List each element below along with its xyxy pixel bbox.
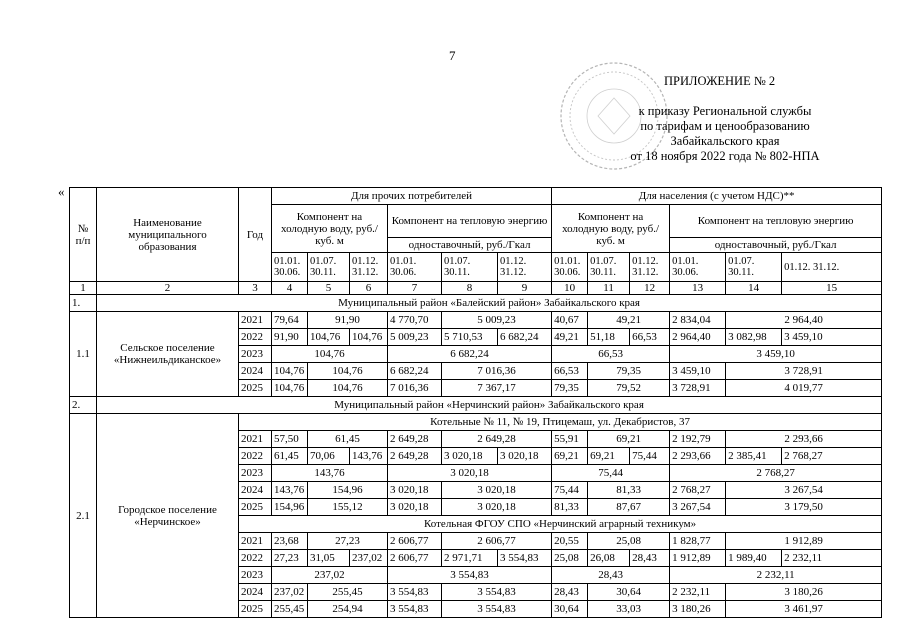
value-cell: 3 459,10 bbox=[670, 363, 726, 380]
value-cell: 155,12 bbox=[308, 499, 388, 516]
value-cell: 69,21 bbox=[588, 448, 630, 465]
section-row bbox=[70, 295, 882, 312]
value-cell: 2 971,71 bbox=[442, 550, 498, 567]
col-number: 9 bbox=[498, 282, 552, 295]
header-heat-unit-other: одноставочный, руб./Гкал bbox=[388, 238, 552, 253]
value-cell: 143,76 bbox=[350, 448, 388, 465]
value-cell: 26,08 bbox=[588, 550, 630, 567]
col-number: 15 bbox=[782, 282, 882, 295]
header-period: 01.07. 30.11. bbox=[442, 253, 498, 282]
value-cell: 2 232,11 bbox=[782, 550, 882, 567]
value-cell: 91,90 bbox=[308, 312, 388, 329]
value-cell: 66,53 bbox=[552, 363, 588, 380]
value-cell: 237,02 bbox=[350, 550, 388, 567]
appendix-line: Забайкальского края bbox=[670, 134, 780, 148]
value-cell: 2 606,77 bbox=[388, 533, 442, 550]
value-cell: 69,21 bbox=[552, 448, 588, 465]
value-cell: 3 459,10 bbox=[670, 346, 882, 363]
col-number: 10 bbox=[552, 282, 588, 295]
value-cell: 255,45 bbox=[272, 601, 308, 618]
value-cell: 57,50 bbox=[272, 431, 308, 448]
header-period: 01.01. 30.06. bbox=[272, 253, 308, 282]
value-cell: 81,33 bbox=[588, 482, 670, 499]
year-cell: 2025 bbox=[239, 499, 272, 516]
header-period: 01.12. 31.12. bbox=[350, 253, 388, 282]
value-cell: 104,76 bbox=[272, 380, 308, 397]
table-row bbox=[70, 312, 882, 329]
value-cell: 51,18 bbox=[588, 329, 630, 346]
col-number: 5 bbox=[308, 282, 350, 295]
value-cell: 104,76 bbox=[308, 380, 388, 397]
value-cell: 1 912,89 bbox=[726, 533, 882, 550]
year-cell: 2021 bbox=[239, 431, 272, 448]
value-cell: 3 554,83 bbox=[388, 601, 442, 618]
value-cell: 7 367,17 bbox=[442, 380, 552, 397]
value-cell: 4 770,70 bbox=[388, 312, 442, 329]
value-cell: 79,35 bbox=[552, 380, 588, 397]
value-cell: 61,45 bbox=[272, 448, 308, 465]
value-cell: 81,33 bbox=[552, 499, 588, 516]
header-period: 01.01. 30.06. bbox=[388, 253, 442, 282]
value-cell: 25,08 bbox=[552, 550, 588, 567]
value-cell: 2 192,79 bbox=[670, 431, 726, 448]
value-cell: 75,44 bbox=[552, 465, 670, 482]
value-cell: 6 682,24 bbox=[388, 346, 552, 363]
tariff-table bbox=[69, 187, 882, 618]
value-cell: 3 020,18 bbox=[498, 448, 552, 465]
value-cell: 3 554,83 bbox=[388, 584, 442, 601]
value-cell: 2 385,41 bbox=[726, 448, 782, 465]
value-cell: 2 768,27 bbox=[670, 465, 882, 482]
header-period: 01.12. 31.12. bbox=[498, 253, 552, 282]
value-cell: 3 020,18 bbox=[388, 482, 442, 499]
value-cell: 237,02 bbox=[272, 567, 388, 584]
value-cell: 1 989,40 bbox=[726, 550, 782, 567]
value-cell: 91,90 bbox=[272, 329, 308, 346]
header-period: 01.01. 30.06. bbox=[552, 253, 588, 282]
value-cell: 31,05 bbox=[308, 550, 350, 567]
value-cell: 2 768,27 bbox=[782, 448, 882, 465]
value-cell: 5 009,23 bbox=[388, 329, 442, 346]
col-number: 12 bbox=[630, 282, 670, 295]
value-cell: 2 768,27 bbox=[670, 482, 726, 499]
value-cell: 49,21 bbox=[552, 329, 588, 346]
section-title: Муниципальный район «Нерчинский район» Забайкальского края bbox=[97, 397, 882, 414]
value-cell: 3 020,18 bbox=[388, 465, 552, 482]
value-cell: 3 459,10 bbox=[782, 329, 882, 346]
header-group-other: Для прочих потребителей bbox=[272, 188, 552, 205]
value-cell: 143,76 bbox=[272, 482, 308, 499]
header-heat-unit-pop: одноставочный, руб./Гкал bbox=[670, 238, 882, 253]
col-number: 3 bbox=[239, 282, 272, 295]
year-cell: 2024 bbox=[239, 482, 272, 499]
col-number: 14 bbox=[726, 282, 782, 295]
value-cell: 2 293,66 bbox=[726, 431, 882, 448]
value-cell: 28,43 bbox=[630, 550, 670, 567]
value-cell: 104,76 bbox=[350, 329, 388, 346]
value-cell: 3 180,26 bbox=[726, 584, 882, 601]
value-cell: 3 020,18 bbox=[442, 482, 552, 499]
value-cell: 3 728,91 bbox=[670, 380, 726, 397]
value-cell: 61,45 bbox=[308, 431, 388, 448]
value-cell: 3 554,83 bbox=[442, 584, 552, 601]
table-body bbox=[70, 295, 882, 618]
value-cell: 79,35 bbox=[588, 363, 670, 380]
value-cell: 79,52 bbox=[588, 380, 670, 397]
value-cell: 3 267,54 bbox=[670, 499, 726, 516]
year-cell: 2022 bbox=[239, 550, 272, 567]
col-number: 11 bbox=[588, 282, 630, 295]
value-cell: 2 964,40 bbox=[670, 329, 726, 346]
opening-quote-mark: « bbox=[58, 184, 65, 199]
value-cell: 66,53 bbox=[630, 329, 670, 346]
value-cell: 7 016,36 bbox=[388, 380, 442, 397]
header-period: 01.12. 31.12. bbox=[782, 253, 882, 282]
appendix-line: к приказу Региональной службы bbox=[638, 104, 812, 118]
value-cell: 3 180,26 bbox=[670, 601, 726, 618]
value-cell: 30,64 bbox=[588, 584, 670, 601]
value-cell: 2 964,40 bbox=[726, 312, 882, 329]
value-cell: 255,45 bbox=[308, 584, 388, 601]
header-period: 01.01. 30.06. bbox=[670, 253, 726, 282]
value-cell: 49,21 bbox=[588, 312, 670, 329]
appendix-title: ПРИЛОЖЕНИЕ № 2 bbox=[664, 74, 776, 88]
value-cell: 104,76 bbox=[308, 363, 388, 380]
subsection-number: 1.1 bbox=[70, 312, 97, 397]
header-period: 01.12. 31.12. bbox=[630, 253, 670, 282]
boiler-title: Котельная ФГОУ СПО «Нерчинский аграрный техникум» bbox=[239, 516, 882, 533]
value-cell: 3 728,91 bbox=[726, 363, 882, 380]
value-cell: 2 649,28 bbox=[388, 448, 442, 465]
year-cell: 2023 bbox=[239, 567, 272, 584]
year-cell: 2025 bbox=[239, 601, 272, 618]
value-cell: 2 232,11 bbox=[670, 584, 726, 601]
col-number: 4 bbox=[272, 282, 308, 295]
value-cell: 27,23 bbox=[308, 533, 388, 550]
header-period: 01.07. 30.11. bbox=[726, 253, 782, 282]
header-heat-pop: Компонент на тепловую энергию bbox=[670, 205, 882, 238]
year-cell: 2021 bbox=[239, 312, 272, 329]
section-row bbox=[70, 397, 882, 414]
value-cell: 1 828,77 bbox=[670, 533, 726, 550]
year-cell: 2022 bbox=[239, 448, 272, 465]
value-cell: 3 554,83 bbox=[498, 550, 552, 567]
value-cell: 30,64 bbox=[552, 601, 588, 618]
value-cell: 3 554,83 bbox=[442, 601, 552, 618]
value-cell: 33,03 bbox=[588, 601, 670, 618]
value-cell: 2 232,11 bbox=[670, 567, 882, 584]
value-cell: 20,55 bbox=[552, 533, 588, 550]
value-cell: 69,21 bbox=[588, 431, 670, 448]
year-cell: 2024 bbox=[239, 584, 272, 601]
value-cell: 3 554,83 bbox=[388, 567, 552, 584]
year-cell: 2023 bbox=[239, 346, 272, 363]
value-cell: 3 461,97 bbox=[726, 601, 882, 618]
value-cell: 28,43 bbox=[552, 567, 670, 584]
value-cell: 75,44 bbox=[552, 482, 588, 499]
value-cell: 3 020,18 bbox=[442, 499, 552, 516]
col-number: 13 bbox=[670, 282, 726, 295]
value-cell: 104,76 bbox=[272, 363, 308, 380]
value-cell: 154,96 bbox=[272, 499, 308, 516]
value-cell: 75,44 bbox=[630, 448, 670, 465]
header-name: Наименование муниципального образования bbox=[97, 188, 239, 282]
header-num: № п/п bbox=[70, 188, 97, 282]
value-cell: 28,43 bbox=[552, 584, 588, 601]
page-number: 7 bbox=[449, 48, 456, 63]
value-cell: 70,06 bbox=[308, 448, 350, 465]
appendix-block bbox=[560, 74, 890, 164]
value-cell: 4 019,77 bbox=[726, 380, 882, 397]
value-cell: 3 020,18 bbox=[388, 499, 442, 516]
value-cell: 2 649,28 bbox=[442, 431, 552, 448]
value-cell: 3 267,54 bbox=[726, 482, 882, 499]
value-cell: 104,76 bbox=[272, 346, 388, 363]
value-cell: 55,91 bbox=[552, 431, 588, 448]
subsection-number: 2.1 bbox=[70, 414, 97, 618]
year-cell: 2023 bbox=[239, 465, 272, 482]
header-year: Год bbox=[239, 188, 272, 282]
value-cell: 79,64 bbox=[272, 312, 308, 329]
value-cell: 104,76 bbox=[308, 329, 350, 346]
header-heat-other: Компонент на тепловую энергию bbox=[388, 205, 552, 238]
value-cell: 23,68 bbox=[272, 533, 308, 550]
value-cell: 254,94 bbox=[308, 601, 388, 618]
subsection-row bbox=[70, 414, 882, 431]
value-cell: 2 834,04 bbox=[670, 312, 726, 329]
year-cell: 2021 bbox=[239, 533, 272, 550]
year-cell: 2024 bbox=[239, 363, 272, 380]
value-cell: 6 682,24 bbox=[498, 329, 552, 346]
appendix-line: по тарифам и ценообразованию bbox=[640, 119, 810, 133]
year-cell: 2022 bbox=[239, 329, 272, 346]
value-cell: 6 682,24 bbox=[388, 363, 442, 380]
value-cell: 3 020,18 bbox=[442, 448, 498, 465]
col-number: 8 bbox=[442, 282, 498, 295]
value-cell: 5 710,53 bbox=[442, 329, 498, 346]
value-cell: 2 606,77 bbox=[388, 550, 442, 567]
boiler-title: Котельные № 11, № 19, Птицемаш, ул. Декабристов, 37 bbox=[239, 414, 882, 431]
value-cell: 237,02 bbox=[272, 584, 308, 601]
value-cell: 143,76 bbox=[272, 465, 388, 482]
value-cell: 25,08 bbox=[588, 533, 670, 550]
value-cell: 40,67 bbox=[552, 312, 588, 329]
header-cold-water-pop: Компонент на холодную воду, руб./куб. м bbox=[552, 205, 670, 253]
value-cell: 3 179,50 bbox=[726, 499, 882, 516]
table-header bbox=[70, 188, 882, 295]
section-title: Муниципальный район «Балейский район» Забайкальского края bbox=[97, 295, 882, 312]
value-cell: 154,96 bbox=[308, 482, 388, 499]
header-period: 01.07. 30.11. bbox=[308, 253, 350, 282]
municipality-name: Сельское поселение «Нижнеильдиканское» bbox=[97, 312, 239, 397]
col-number: 2 bbox=[97, 282, 239, 295]
appendix-line: от 18 ноября 2022 года № 802-НПА bbox=[630, 149, 820, 163]
col-number: 1 bbox=[70, 282, 97, 295]
value-cell: 2 293,66 bbox=[670, 448, 726, 465]
value-cell: 2 649,28 bbox=[388, 431, 442, 448]
value-cell: 27,23 bbox=[272, 550, 308, 567]
value-cell: 66,53 bbox=[552, 346, 670, 363]
value-cell: 7 016,36 bbox=[442, 363, 552, 380]
col-number: 7 bbox=[388, 282, 442, 295]
value-cell: 2 606,77 bbox=[442, 533, 552, 550]
header-period: 01.07. 30.11. bbox=[588, 253, 630, 282]
value-cell: 3 082,98 bbox=[726, 329, 782, 346]
value-cell: 1 912,89 bbox=[670, 550, 726, 567]
section-number: 2. bbox=[70, 397, 97, 414]
header-group-population: Для населения (с учетом НДС)** bbox=[552, 188, 882, 205]
col-number: 6 bbox=[350, 282, 388, 295]
year-cell: 2025 bbox=[239, 380, 272, 397]
municipality-name: Городское поселение «Нерчинское» bbox=[97, 414, 239, 618]
section-number: 1. bbox=[70, 295, 97, 312]
value-cell: 5 009,23 bbox=[442, 312, 552, 329]
value-cell: 87,67 bbox=[588, 499, 670, 516]
header-cold-water-other: Компонент на холодную воду, руб./куб. м bbox=[272, 205, 388, 253]
